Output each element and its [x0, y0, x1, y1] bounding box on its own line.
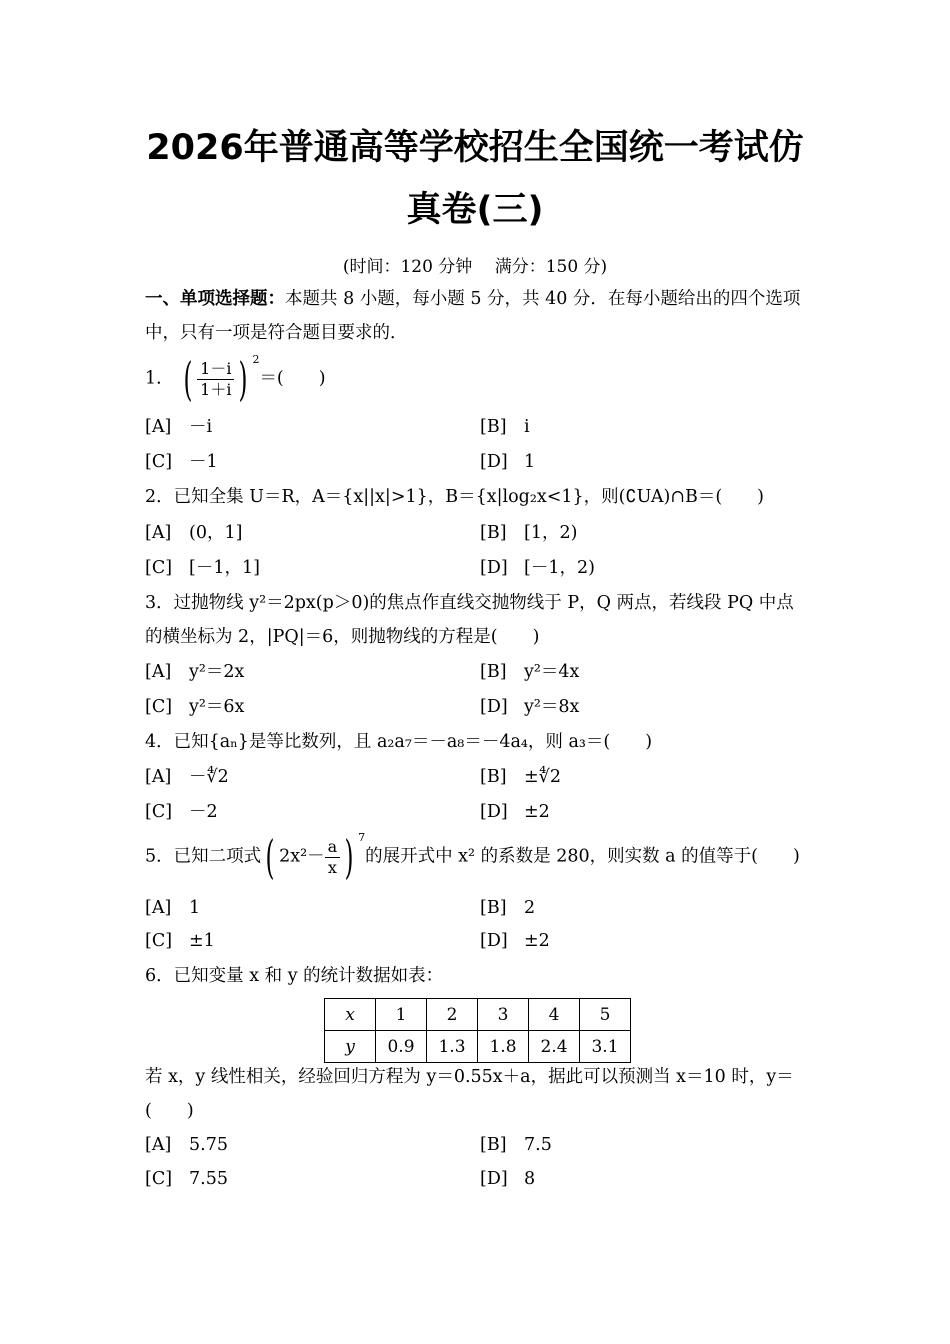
q1-option-c[interactable]: [C] －1 — [145, 452, 218, 472]
paper-title-line2: 真卷(三) — [406, 190, 544, 230]
q6-option-c[interactable]: [C] 7.55 — [145, 1169, 228, 1189]
question-2: 2．已知全集 U＝R，A＝{x||x|>1}，B＝{x|log₂x<1}，则(∁UA)∩B＝( ) — [145, 487, 764, 507]
q5-tail: 的展开式中 x² 的系数是 280，则实数 a 的值等于( ) — [365, 846, 800, 867]
left-paren: ( — [183, 352, 193, 406]
q1-option-a[interactable]: [A] －i — [145, 417, 213, 437]
q1-option-d[interactable]: [D] 1 — [480, 452, 536, 472]
q5-option-b[interactable]: [B] 2 — [480, 898, 536, 918]
q5-option-a[interactable]: [A] 1 — [145, 898, 201, 918]
q3-option-a[interactable]: [A] y²＝2x — [145, 662, 245, 682]
table-row-y: y 0.9 1.3 1.8 2.4 3.1 — [325, 1031, 631, 1063]
q1-frac-num: 1－i — [197, 359, 234, 380]
q6-option-b[interactable]: [B] 7.5 — [480, 1135, 552, 1155]
q1-option-b[interactable]: [B] i — [480, 417, 530, 437]
q5-option-d[interactable]: [D] ±2 — [480, 931, 550, 951]
q6-option-a[interactable]: [A] 5.75 — [145, 1135, 228, 1155]
q3-option-d[interactable]: [D] y²＝8x — [480, 697, 580, 717]
right-paren: ) — [344, 830, 354, 884]
question-6-text: 若 x，y 线性相关，经验回归方程为 y＝0.55x＋a，据此可以预测当 x＝10 时，y＝( ) — [145, 1067, 794, 1121]
table-row-x: x 1 2 3 4 5 — [325, 999, 631, 1031]
question-4: 4．已知{aₙ}是等比数列，且 a₂a₇＝－a₈＝－4a₄，则 a₃＝( ) — [145, 732, 653, 752]
q4-option-b[interactable]: [B] ±∜2 — [480, 767, 561, 787]
section-text: 本题共 8 小题，每小题 5 分，共 40 分．在每小题给出的四个选项中，只有一项是符合题目要求的． — [145, 289, 801, 343]
q4-option-d[interactable]: [D] ±2 — [480, 802, 550, 822]
section-instructions — [145, 282, 810, 350]
question-5 — [145, 830, 800, 884]
question-6-intro: 6．已知变量 x 和 y 的统计数据如表： — [145, 966, 444, 986]
section-heading: 一、单项选择题： — [145, 289, 285, 309]
q4-option-c[interactable]: [C] －2 — [145, 802, 218, 822]
q5-power: 7 — [358, 830, 366, 844]
q5-option-c[interactable]: [C] ±1 — [145, 931, 215, 951]
q3-option-b[interactable]: [B] y²＝4x — [480, 662, 580, 682]
left-paren: ( — [265, 830, 275, 884]
q4-option-a[interactable]: [A] －∜2 — [145, 767, 229, 787]
q5-lead: 5．已知二项式 — [145, 846, 262, 867]
q1-fraction — [197, 359, 234, 400]
question-3: 3．过抛物线 y²＝2px(p＞0)的焦点作直线交抛物线于 P，Q 两点，若线段 PQ 中点的横坐标为 2，|PQ|＝6，则抛物线的方程是( ) — [145, 593, 794, 647]
q2-option-c[interactable]: [C] [－1，1] — [145, 558, 260, 578]
q3-option-c[interactable]: [C] y²＝6x — [145, 697, 245, 717]
exam-meta: (时间：120 分钟 满分：150 分) — [342, 257, 608, 277]
right-paren: ) — [238, 352, 248, 406]
q1-number: 1． — [145, 368, 174, 389]
q6-option-d[interactable]: [D] 8 — [480, 1169, 536, 1189]
q2-option-b[interactable]: [B] [1，2) — [480, 523, 578, 543]
q1-power: 2 — [252, 352, 260, 366]
q5-expr: 2x²－ — [279, 846, 325, 867]
q1-frac-den: 1＋i — [200, 379, 232, 399]
question-1 — [145, 352, 326, 406]
q5-fraction: $\frac{a}{x}$ — [325, 837, 341, 878]
q1-tail: ＝( ) — [259, 368, 326, 389]
paper-title-line1: 2026年普通高等学校招生全国统一考试仿 — [146, 128, 804, 168]
q2-option-d[interactable]: [D] [－1，2) — [480, 558, 595, 578]
q2-option-a[interactable]: [A] (0，1] — [145, 523, 243, 543]
statistics-table — [324, 998, 631, 1063]
